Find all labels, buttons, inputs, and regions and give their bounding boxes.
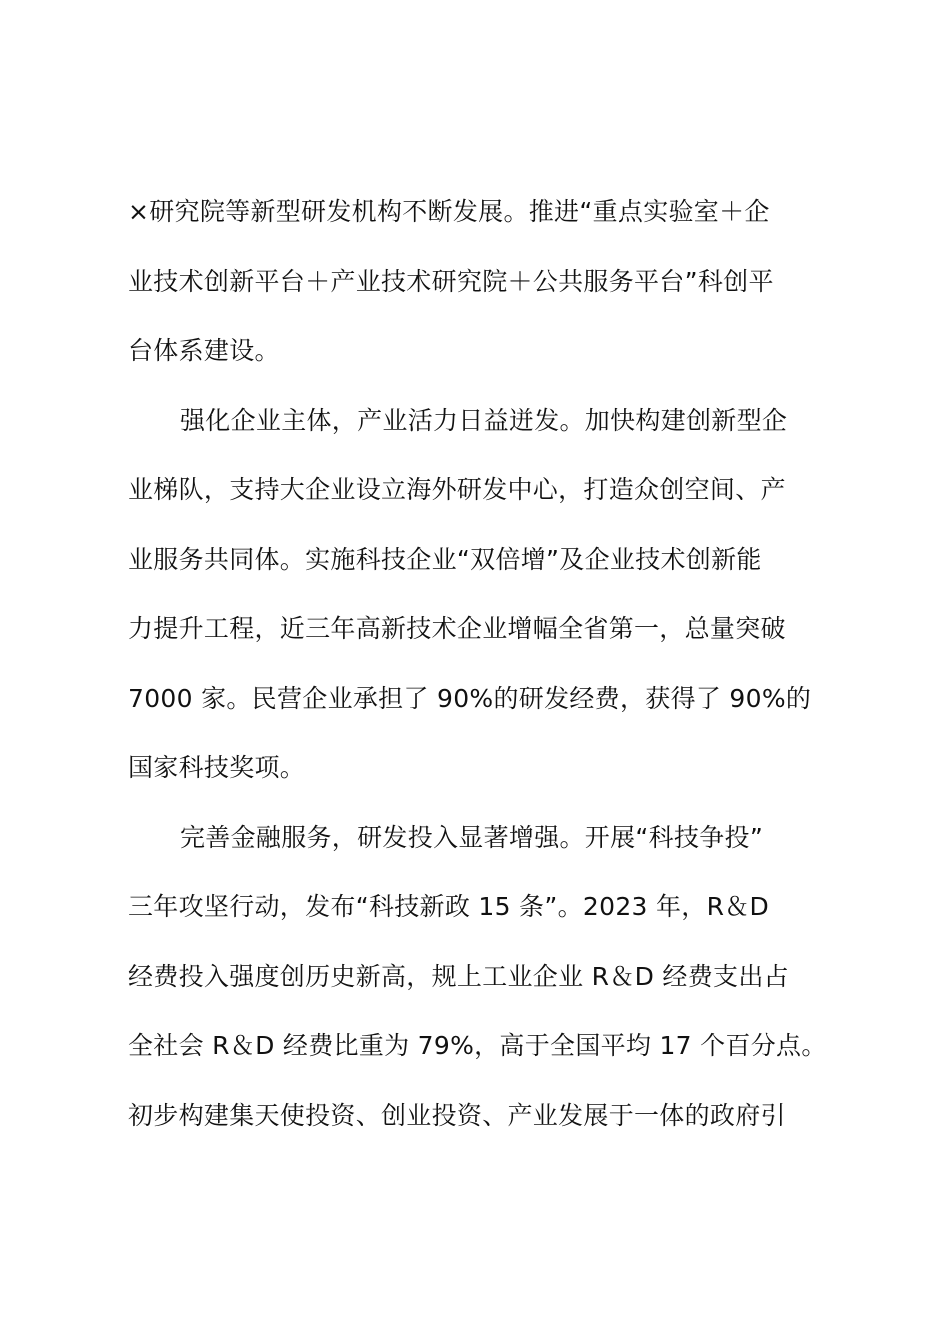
- text-line: 业梯队，支持大企业设立海外研发中心，打造众创空间、产: [128, 475, 786, 504]
- text-line: 全社会 R＆D 经费比重为 79%，高于全国平均 17 个百分点。: [128, 1031, 827, 1060]
- text-line: 7000 家。民营企业承担了 90%的研发经费，获得了 90%的: [128, 683, 812, 713]
- text-line: ×研究院等新型研发机构不断发展。推进“重点实验室＋企: [128, 197, 770, 226]
- text-line: 经费投入强度创历史新高，规上工业企业 R＆D 经费支出占: [128, 961, 789, 991]
- text-line: 国家科技奖项。: [128, 753, 306, 782]
- text-line: 三年攻坚行动，发布“科技新政 15 条”。2023 年，R＆D: [128, 892, 770, 921]
- text-line: 台体系建设。: [128, 336, 280, 365]
- text-line: 力提升工程，近三年高新技术企业增幅全省第一，总量突破: [128, 614, 786, 643]
- text-line: 业技术创新平台＋产业技术研究院＋公共服务平台”科创平: [128, 266, 774, 296]
- text-line: 业服务共同体。实施科技企业“双倍增”及企业技术创新能: [128, 544, 762, 574]
- text-line: 初步构建集天使投资、创业投资、产业发展于一体的政府引: [128, 1100, 786, 1130]
- paragraph-start-line: 完善金融服务，研发投入显著增强。开展“科技争投”: [180, 822, 764, 852]
- paragraph-start-line: 强化企业主体，产业活力日益迸发。加快构建创新型企: [180, 405, 788, 435]
- body-text: [128, 188, 868, 1161]
